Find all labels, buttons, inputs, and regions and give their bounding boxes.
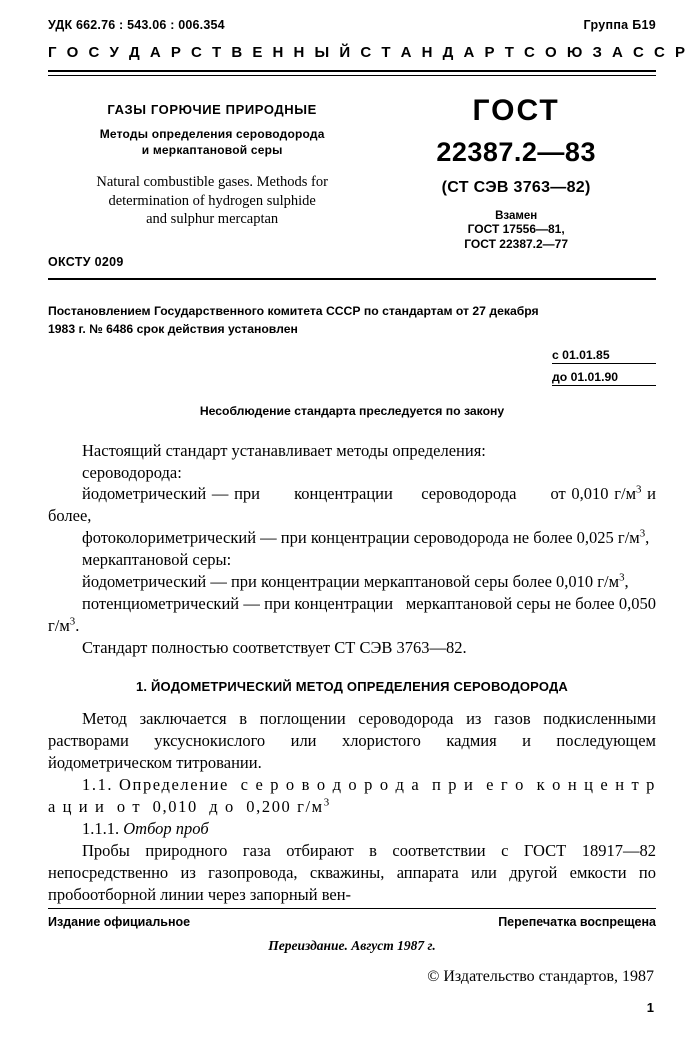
body-paragraph-4: фотоколориметрический — при концентрации сероводорода не более 0,025 $г/м^3$, xyxy=(82,527,650,548)
clause-title: Отбор проб xyxy=(123,818,209,838)
footer-left-text: Издание официальное xyxy=(48,915,191,929)
title-right-column xyxy=(376,90,656,269)
body-paragraph-10: 1.1. Определение с е р о в о д о р о д а п р и е г о к о н ц е н т р а ц и и о т 0,010 д о 0,200 $г/м^3$ xyxy=(48,775,656,817)
title-block xyxy=(48,90,656,269)
st-sev-reference: (СТ СЭВ 3763—82) xyxy=(441,179,591,196)
body-paragraph-2: сероводорода: xyxy=(82,462,182,482)
group-code: Группа Б19 xyxy=(583,18,656,32)
footer-rule xyxy=(48,908,656,909)
body-paragraph-12: Пробы природного газа отбирают в соответствии с ГОСТ 18917—82 непосредственно из газопровода, скважины, аппарата или другой емкости по пробоотборной линии через запорный вен- xyxy=(48,840,656,904)
supersedes-line2: ГОСТ 22387.2—77 xyxy=(464,237,569,251)
body-paragraph-9: Метод заключается в поглощении сероводорода из газов подкисленными растворами уксуснокислого или хлористого кадмия и последующем йодометрическом титровании. xyxy=(48,709,656,773)
gost-number: 22387.2—83 xyxy=(436,137,596,167)
document-subtitle-ru-line1: Методы определения сероводорода xyxy=(99,127,325,141)
document-body xyxy=(48,440,656,906)
body-paragraph-11 xyxy=(48,818,656,840)
title-left-column xyxy=(48,90,376,269)
clause-number: 1.1.1. xyxy=(82,818,120,838)
body-paragraph-7: потенциометрический — при концентрации меркаптановой серы не более 0,050 $г/м^3$. xyxy=(48,594,656,636)
udk-code: УДК 662.76 : 543.06 : 006.354 xyxy=(48,18,225,32)
body-paragraph-1: Настоящий стандарт устанавливает методы определения: xyxy=(82,440,486,460)
decree-line2: 1983 г. № 6486 срок действия установлен xyxy=(48,322,298,337)
decree-line1: Постановлением Государственного комитета СССР по стандартам от 27 декабря xyxy=(48,304,539,319)
footer-right-text: Перепечатка воспрещена xyxy=(498,915,656,929)
decree-text xyxy=(48,302,656,339)
header-rule-thick xyxy=(48,70,656,72)
supersedes-line1: ГОСТ 17556—81, xyxy=(467,222,565,236)
document-title-ru: ГАЗЫ ГОРЮЧИЕ ПРИРОДНЫЕ xyxy=(107,102,317,117)
reissue-note: Переиздание. Август 1987 г. xyxy=(268,938,436,953)
compliance-warning: Несоблюдение стандарта преследуется по закону xyxy=(199,403,505,418)
document-title-en xyxy=(48,173,376,229)
standard-organization-title: Г О С У Д А Р С Т В Е Н Н Ы Й С Т А Н Д А Р Т С О Ю З А С С Р xyxy=(48,44,689,61)
body-paragraph-8: Стандарт полностью соответствует СТ СЭВ 3763—82. xyxy=(82,638,467,658)
okstu-code: ОКСТУ 0209 xyxy=(48,255,124,270)
valid-to-date: до 01.01.90 xyxy=(552,370,656,386)
page-content xyxy=(48,18,689,906)
document-title-en-line2: determination of hydrogen sulphide xyxy=(108,192,316,209)
document-subtitle-ru-line2: и меркаптановой серы xyxy=(141,143,283,158)
section-1-heading: 1. ЙОДОМЕТРИЧЕСКИЙ МЕТОД ОПРЕДЕЛЕНИЯ СЕРОВОДОРОДА xyxy=(135,678,569,694)
header-rule-thin xyxy=(48,75,656,76)
page-footer xyxy=(48,908,656,1015)
validity-dates xyxy=(48,346,656,390)
document-title-en-line3: and sulphur mercaptan xyxy=(146,211,279,228)
supersedes-label: Взамен xyxy=(495,210,538,222)
copyright-line: © Издательство стандартов, 1987 xyxy=(427,968,654,985)
body-paragraph-5: меркаптановой серы: xyxy=(82,550,232,570)
page-number: 1 xyxy=(646,1000,654,1015)
body-paragraph-3: йодометрический — при концентрации сероводорода от 0,010 $г/м^3$ и более, xyxy=(48,483,656,526)
title-rule-thick xyxy=(48,278,656,280)
footer-row xyxy=(48,915,656,929)
valid-from-date: с 01.01.85 xyxy=(552,348,656,364)
header-top-line xyxy=(48,18,656,32)
body-paragraph-6: йодометрический — при концентрации меркаптановой серы более 0,010 $г/м^3$, xyxy=(82,571,629,592)
gost-word: ГОСТ xyxy=(472,94,560,127)
document-title-en-line1: Natural combustible gases. Methods for xyxy=(96,174,328,191)
document-subtitle-ru xyxy=(48,126,376,158)
